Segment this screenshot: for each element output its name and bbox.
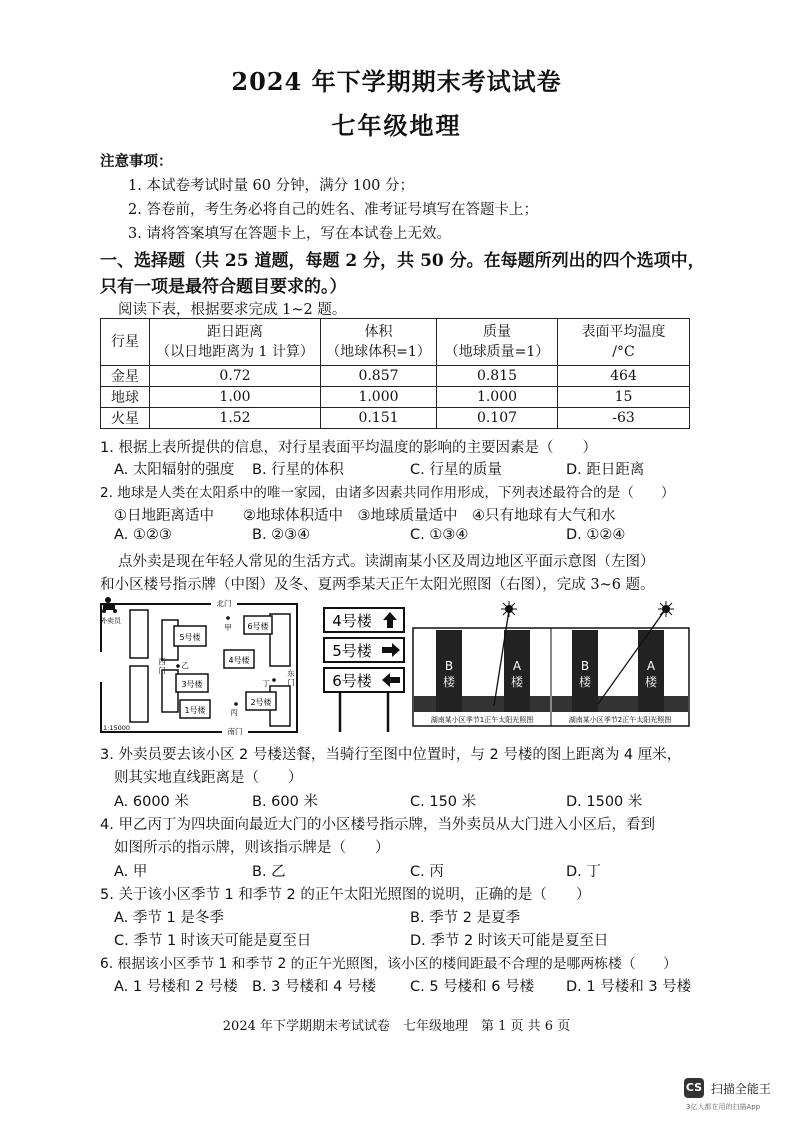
sun-icon xyxy=(658,601,674,617)
q5-option-a: A. 季节 1 是冬季 xyxy=(114,910,224,926)
east-gate-label: 东门 xyxy=(287,669,295,687)
scenario-intro-line1: 点外卖是现在年轻人常见的生活方式。读湖南某小区及周边地区平面示意图（左图） xyxy=(118,554,655,570)
page-footer: 2024 年下学期期末考试试卷 七年级地理 第 1 页 共 6 页 xyxy=(222,1019,571,1034)
q2-option-c: C. ①③④ xyxy=(410,527,469,543)
question-1-stem: 1. 根据上表所提供的信息，对行星表面平均温度的影响的主要因素是（ ） xyxy=(100,440,597,456)
west-gate-label: 西门 xyxy=(158,657,166,675)
q2-option-d: D. ①②④ xyxy=(566,527,626,543)
point-jia-label: 甲 xyxy=(224,623,232,632)
q3-option-c: C. 150 米 xyxy=(410,794,477,810)
table-row: 金星 0.72 0.857 0.815 464 xyxy=(101,366,690,387)
note-item: 2. 答卷前，考生务必将自己的姓名、准考证号填写在答题卡上； xyxy=(128,202,538,218)
question-4-stem: 4. 甲乙丙丁为四块面向最近大门的小区楼号指示牌，当外卖员从大门进入小区后，看到 xyxy=(100,817,655,833)
q5-option-d: D. 季节 2 时该天可能是夏至日 xyxy=(410,933,609,949)
south-gate-label: 南门 xyxy=(227,727,243,736)
point-jia-marker xyxy=(226,616,230,620)
building-sign xyxy=(318,600,410,734)
sign-label-5: 5号楼 xyxy=(332,642,372,660)
point-ding-label: 丁 xyxy=(262,679,270,688)
planet-table xyxy=(100,318,690,429)
scanner-tagline: 3亿人都在用的扫描App xyxy=(686,1103,761,1111)
q5-option-b: B. 季节 2 是夏季 xyxy=(410,910,521,926)
building-3-label: 3号楼 xyxy=(181,680,203,689)
note-item: 1. 本试卷考试时量 60 分钟，满分 100 分； xyxy=(128,178,415,194)
q3-option-d: D. 1500 米 xyxy=(566,794,643,810)
courier-label: 外卖员 xyxy=(100,617,121,625)
sunlight-diagram xyxy=(412,600,690,730)
community-map xyxy=(98,594,300,736)
question-4-stem-cont: 如图所示的指示牌，则该指示牌是（ ） xyxy=(114,840,390,856)
col-header-planet: 行星 xyxy=(101,319,150,366)
q2-items: ①日地距离适中 ②地球体积适中 ③地球质量适中 ④只有地球有大气和水 xyxy=(114,508,616,524)
q1-option-c: C. 行星的质量 xyxy=(410,462,502,478)
building-4-label: 4号楼 xyxy=(228,656,250,665)
exam-title: 2024 年下学期期末考试试卷 xyxy=(231,67,562,96)
table-row: 火星 1.52 0.151 0.107 -63 xyxy=(101,408,690,429)
question-2-stem: 2. 地球是人类在太阳系中的唯一家园，由诸多因素共同作用形成，下列表述最符合的是（ ） xyxy=(100,485,675,501)
map-scale: 1:15000 xyxy=(103,724,131,732)
north-gate-label: 北门 xyxy=(216,599,232,608)
building-b-2-label: B xyxy=(580,659,590,673)
table-row: 地球 1.00 1.000 1.000 15 xyxy=(101,387,690,408)
building-2-label: 2号楼 xyxy=(250,698,272,707)
notes-heading: 注意事项： xyxy=(100,153,173,170)
table-header-row xyxy=(101,319,690,366)
q5-option-c: C. 季节 1 时该天可能是夏至日 xyxy=(114,933,312,949)
q3-option-a: A. 6000 米 xyxy=(114,794,189,810)
col-header-volume: 体积 （地球体积=1） xyxy=(321,319,437,366)
scanner-logo-icon: CS xyxy=(684,1078,704,1098)
question-3-stem: 3. 外卖员要去该小区 2 号楼送餐，当骑行至图中位置时，与 2 号楼的图上距离为 4 厘米， xyxy=(100,747,682,763)
building-a-1-label: A xyxy=(512,659,522,673)
scenario-intro-line2: 和小区楼号指示牌（中图）及冬、夏两季某天正午太阳光照图（右图），完成 3~6 题。 xyxy=(100,577,655,593)
building-b-1-label: B xyxy=(444,659,454,673)
q4-option-b: B. 乙 xyxy=(252,864,286,880)
question-6-stem: 6. 根据该小区季节 1 和季节 2 的正午光照图，该小区的楼间距最不合理的是哪两栋楼（ ） xyxy=(100,956,677,972)
q6-option-a: A. 1 号楼和 2 号楼 xyxy=(114,979,238,995)
q1-option-d: D. 距日距离 xyxy=(566,462,645,478)
scanner-watermark xyxy=(684,1078,771,1111)
building-5-label: 5号楼 xyxy=(179,633,201,642)
point-yi-label: 乙 xyxy=(181,661,189,670)
q1-option-a: A. 太阳辐射的强度 xyxy=(114,462,235,478)
table-intro: 阅读下表，根据要求完成 1~2 题。 xyxy=(118,302,347,318)
q2-option-a: A. ①②③ xyxy=(114,527,172,543)
question-5-stem: 5. 关于该小区季节 1 和季节 2 的正午太阳光照图的说明，正确的是（ ） xyxy=(100,887,591,903)
svg-text:楼: 楼 xyxy=(442,675,456,689)
scanner-app-name: 扫描全能王 xyxy=(710,1081,771,1096)
sunlight-caption-1: 湖南某小区季节1正午太阳光照图 xyxy=(430,716,534,724)
q1-option-b: B. 行星的体积 xyxy=(252,462,344,478)
building-1-label: 1号楼 xyxy=(184,706,206,715)
q6-option-b: B. 3 号楼和 4 号楼 xyxy=(252,979,376,995)
svg-text:楼: 楼 xyxy=(510,675,524,689)
note-item: 3. 请将答案填写在答题卡上，写在本试卷上无效。 xyxy=(128,226,451,242)
section-heading-cont: 只有一项是最符合题目要求的。） xyxy=(100,277,347,297)
courier-icon xyxy=(102,597,117,613)
question-3-stem-cont: 则其实地直线距离是（ ） xyxy=(114,770,303,786)
point-ding-marker xyxy=(272,678,276,682)
col-header-distance: 距日距离 （以日地距离为 1 计算） xyxy=(150,319,321,366)
q4-option-c: C. 丙 xyxy=(410,864,444,880)
q6-option-c: C. 5 号楼和 6 号楼 xyxy=(410,979,535,995)
svg-text:楼: 楼 xyxy=(578,675,592,689)
building-6-label: 6号楼 xyxy=(247,622,269,631)
sun-icon xyxy=(501,601,517,617)
exam-subtitle: 七年级地理 xyxy=(331,111,462,140)
q2-option-b: B. ②③④ xyxy=(252,527,311,543)
point-bing-label: 丙 xyxy=(230,708,238,717)
sign-label-6: 6号楼 xyxy=(332,672,372,690)
q3-option-b: B. 600 米 xyxy=(252,794,318,810)
building-a-2-label: A xyxy=(646,659,656,673)
q4-option-d: D. 丁 xyxy=(566,864,601,880)
section-heading: 一、选择题（共 25 道题，每题 2 分，共 50 分。在每题所列出的四个选项中， xyxy=(100,251,705,271)
point-bing-marker xyxy=(234,702,238,706)
point-yi-marker xyxy=(176,664,180,668)
col-header-mass: 质量 （地球质量=1） xyxy=(437,319,558,366)
sign-label-4: 4号楼 xyxy=(332,612,372,630)
col-header-temperature: 表面平均温度 /°C xyxy=(558,319,690,366)
sunlight-caption-2: 湖南某小区季节2正午太阳光照图 xyxy=(568,716,672,724)
q4-option-a: A. 甲 xyxy=(114,864,148,880)
svg-text:楼: 楼 xyxy=(644,675,658,689)
q6-option-d: D. 1 号楼和 3 号楼 xyxy=(566,979,692,995)
